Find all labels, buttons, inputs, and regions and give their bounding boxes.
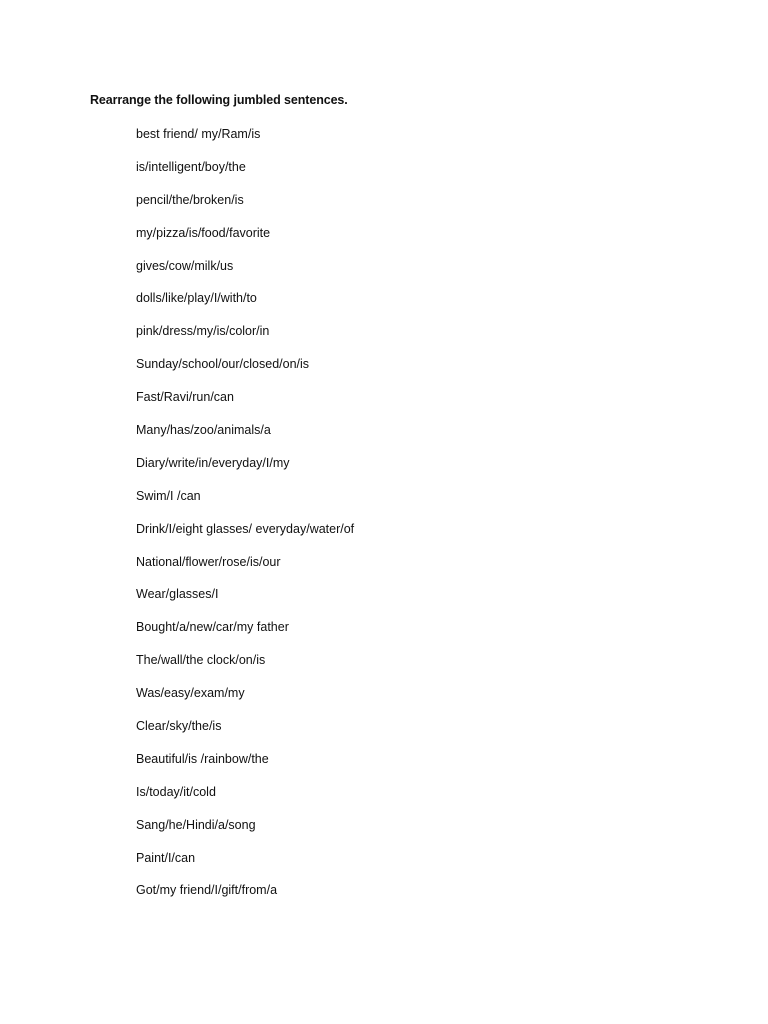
item-text: my/pizza/is/food/favorite: [136, 225, 271, 240]
item-text: Fast/Ravi/run/can: [136, 390, 234, 405]
item-text: is/intelligent/boy/the: [136, 159, 246, 174]
item-text: Beautiful/is /rainbow/the: [136, 751, 269, 766]
item-text: Bought/a/new/car/my father: [136, 620, 289, 635]
item-text: Swim/I /can: [136, 488, 201, 503]
item-text: Was/easy/exam/my: [136, 686, 245, 701]
item-text: Sang/he/Hindi/a/song: [136, 817, 256, 832]
item-text: Diary/write/in/everyday/I/my: [136, 455, 290, 470]
item-text: dolls/like/play/I/with/to: [136, 291, 257, 306]
item-text: Is/today/it/cold: [136, 784, 216, 799]
item-text: pink/dress/my/is/color/in: [136, 324, 270, 339]
item-text: Clear/sky/the/is: [136, 719, 222, 734]
item-text: Paint/I/can: [136, 850, 196, 865]
item-text: best friend/ my/Ram/is: [136, 127, 261, 141]
item-text: gives/cow/milk/us: [136, 258, 234, 273]
item-text: Drink/I/eight glasses/ everyday/water/of: [136, 521, 355, 536]
item-text: pencil/the/broken/is: [136, 192, 244, 207]
item-text: Sunday/school/our/closed/on/is: [136, 357, 310, 372]
worksheet-heading: Rearrange the following jumbled sentences.: [90, 93, 348, 107]
item-text: Got/my friend/I/gift/from/a: [136, 883, 278, 898]
item-text: National/flower/rose/is/our: [136, 554, 281, 569]
item-text: The/wall/the clock/on/is: [136, 653, 266, 668]
item-text: Wear/glasses/I: [136, 587, 219, 602]
item-text: Many/has/zoo/animals/a: [136, 423, 271, 438]
